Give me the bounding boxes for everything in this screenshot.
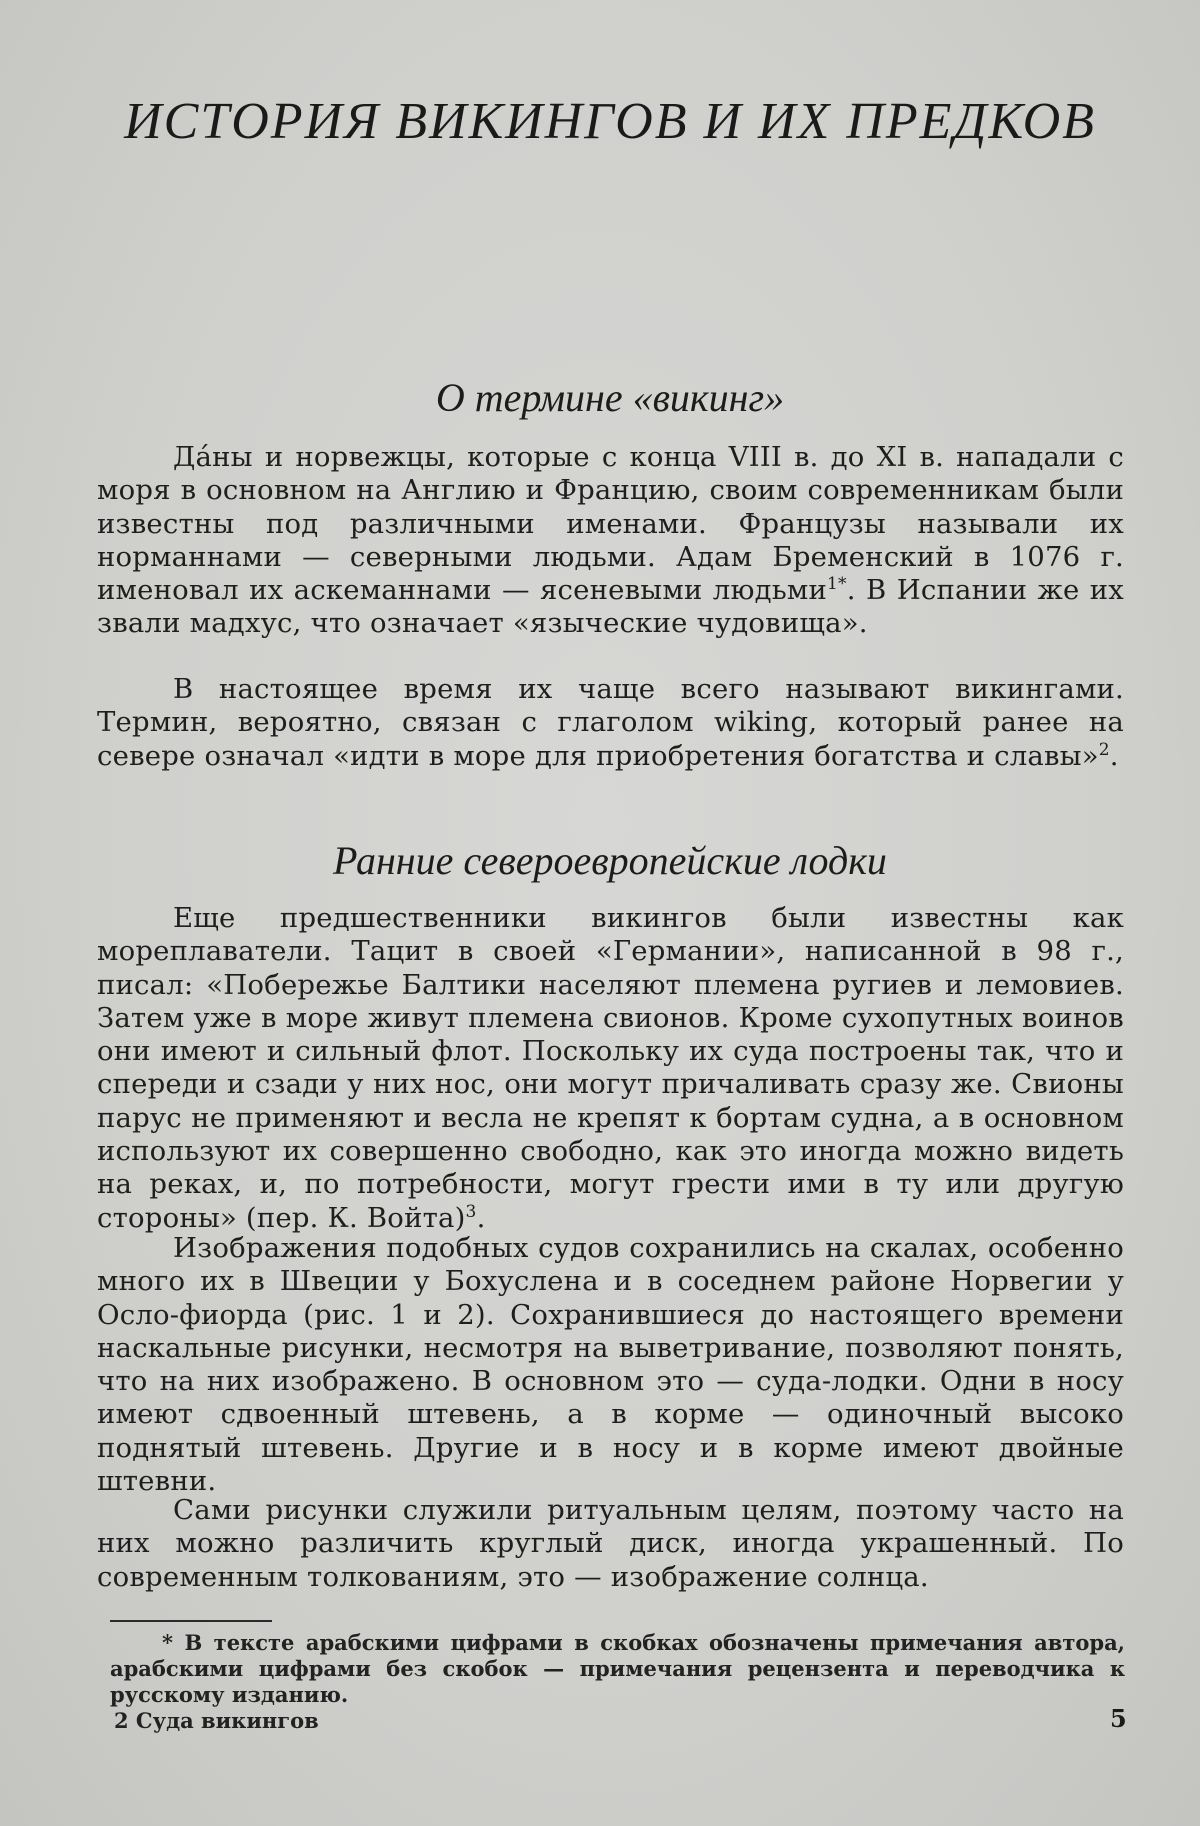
paragraph: Еще предшественники викингов были известны как мореплаватели. Тацит в своей «Германии», написанной в 98 г., писал: «Побережье Балтики населяют племена ругиев и лемовиев. Затем уже в море живут племена свионов. Кроме сухопутных воинов они имеют и сильный флот. Поскольку их суда построены так, что и спереди и сзади у них нос, они могут причаливать сразу же. Свионы парус не применяют и весла не крепят к бортам судна, а в основном используют их совершенно свободно, как это иногда можно видеть на реках, и, по потребности, могут грести ими в ту или другую стороны» (пер. К. Войта)3. xyxy=(97,902,1124,1235)
paragraph: Изображения подобных судов сохранились на скалах, особенно много их в Швеции у Бохуслена и в соседнем районе Норвегии у Осло-фиорда (рис. 1 и 2). Сохранившиеся до настоящего времени наскальные рисунки, несмотря на выветривание, позволяют понять, что на них изображено. В основном это — суда-лодки. Одни в носу имеют сдвоенный штевень, а в корме — одиночный высоко поднятый штевень. Другие и в носу и в корме имеют двойные штевни. xyxy=(97,1232,1124,1498)
footnote-divider xyxy=(110,1620,272,1622)
footnote: * В тексте арабскими цифрами в скобках обозначены примечания автора, арабскими цифрами без скобок — примечания рецензента и переводчика к русскому изданию. xyxy=(110,1630,1125,1708)
section-heading-term: О термине «викинг» xyxy=(110,374,1110,421)
note-reference: 3 xyxy=(466,1202,477,1222)
note-reference: 2 xyxy=(1099,739,1110,759)
section-heading-boats: Ранние североевропейские лодки xyxy=(110,837,1110,884)
note-reference: 1* xyxy=(827,574,847,594)
book-page xyxy=(0,0,1200,1826)
paragraph: Сами рисунки служили ритуальным целям, поэтому часто на них можно различить круглый диск, иногда украшенный. По современным толкованиям, это — изображение солнца. xyxy=(97,1494,1124,1594)
page-number: 5 xyxy=(1110,1704,1127,1733)
chapter-title: ИСТОРИЯ ВИКИНГОВ И ИХ ПРЕДКОВ xyxy=(110,92,1110,151)
paragraph: Да́ны и норвежцы, которые с конца VIII в. до XI в. нападали с моря в основном на Англию и Францию, своим современникам были известны под различными именами. Французы называли их норманнами — северными людьми. Адам Бременский в 1076 г. именовал их аскеманнами — ясеневыми людьми1*. В Испании же их звали мадхус, что означает «языческие чудовища». xyxy=(97,441,1124,641)
paragraph: В настоящее время их чаще всего называют викингами. Термин, вероятно, связан с глаголом wiking, который ранее на севере означал «идти в море для приобретения богатства и славы»2. xyxy=(97,673,1124,773)
printer-signature: 2 Суда викингов xyxy=(114,1708,319,1733)
